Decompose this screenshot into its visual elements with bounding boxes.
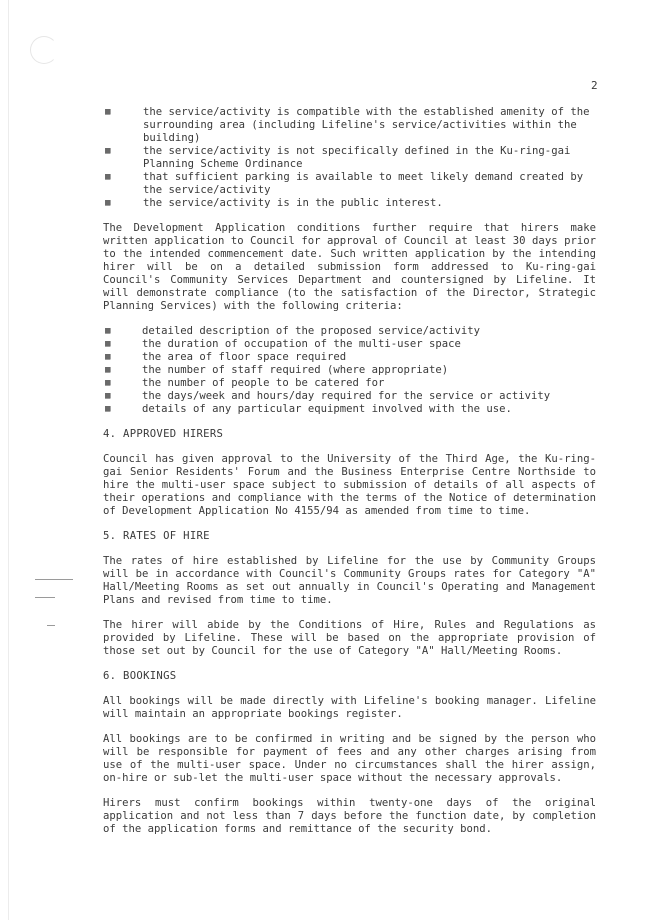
- bullet-icon: ▦: [105, 365, 111, 375]
- list-item: ▦ the duration of occupation of the multi-user space: [105, 338, 461, 350]
- list-item: ▦ the number of people to be catered for: [105, 377, 385, 389]
- list-item: ▦ details of any particular equipment involved with the use.: [105, 403, 512, 415]
- margin-mark: [35, 597, 55, 598]
- bullet-icon: ▦: [105, 378, 111, 388]
- list-item: ▦ that sufficient parking is available to meet likely demand created by the service/activity: [105, 171, 584, 196]
- list-item: ▦ the service/activity is in the public interest.: [105, 197, 443, 209]
- list-item: ▦ the service/activity is not specifically defined in the Ku-ring-gai Planning Scheme Ordinance: [105, 145, 571, 170]
- section-5-paragraph: The rates of hire established by Lifeline for the use by Community Groups will be in accordance with Council's Community Groups rates for Category "A" Hall/Meeting Rooms as set out annually in Council's Operating and Management Plans and revised from time to time.: [103, 555, 596, 606]
- development-paragraph: The Development Application conditions further require that hirers make written application to Council for approval of Council at least 30 days prior to the intended commencement date. Such written application by the intending hirer will be on a detailed submission form addressed to Ku-ring-gai Council's Community Services Department and countersigned by Lifeline. It will demonstrate compliance (to the satisfaction of the Director, Strategic Planning Services) with the following criteria:: [103, 222, 596, 312]
- scan-edge: [8, 0, 9, 920]
- bullet-icon: ▦: [105, 339, 111, 349]
- section-5-heading: 5. RATES OF HIRE: [103, 530, 210, 542]
- section-6-paragraph: Hirers must confirm bookings within twenty-one days of the original application and not less than 7 days before the function date, by completion of the application forms and remittance of the security bond.: [103, 797, 596, 835]
- page-number: 2: [591, 79, 598, 92]
- list-item: ▦ the service/activity is compatible with the established amenity of the surrounding area (including Lifeline's service/activities within the building): [105, 106, 590, 144]
- bullet-icon: ▦: [105, 198, 111, 208]
- margin-mark: [47, 625, 55, 626]
- list-item: ▦ the days/week and hours/day required for the service or activity: [105, 390, 551, 402]
- compliance-list: [103, 106, 596, 210]
- criteria-list: [103, 325, 596, 416]
- section-6-heading: 6. BOOKINGS: [103, 670, 177, 682]
- bullet-icon: ▦: [105, 404, 111, 414]
- bullet-icon: ▦: [105, 352, 111, 362]
- list-item: ▦ the area of floor space required: [105, 351, 347, 363]
- bullet-icon: ▦: [105, 172, 111, 182]
- scan-smudge: [30, 36, 58, 64]
- margin-mark: [35, 579, 73, 580]
- bullet-icon: ▦: [105, 326, 111, 336]
- bullet-icon: ▦: [105, 391, 111, 401]
- section-4-heading: 4. APPROVED HIRERS: [103, 428, 224, 440]
- section-5-paragraph: The hirer will abide by the Conditions of Hire, Rules and Regulations as provided by Lifeline. These will be based on the appropriate provision of those set out by Council for the use of Category "A" Hall/Meeting Rooms.: [103, 619, 596, 657]
- document-body: [103, 106, 596, 846]
- bullet-icon: ▦: [105, 107, 111, 117]
- section-6-paragraph: All bookings will be made directly with Lifeline's booking manager. Lifeline will maintain an appropriate bookings register.: [103, 695, 596, 720]
- list-item: ▦ detailed description of the proposed service/activity: [105, 325, 481, 337]
- list-item: ▦ the number of staff required (where appropriate): [105, 364, 449, 376]
- section-4-paragraph: Council has given approval to the University of the Third Age, the Ku-ring-gai Senior Residents' Forum and the Business Enterprise Centre Northside to hire the multi-user space subject to submission of details of all aspects of their operations and compliance with the terms of the Notice of determination of Development Application No 4155/94 as amended from time to time.: [103, 453, 596, 517]
- bullet-icon: ▦: [105, 146, 111, 156]
- section-6-paragraph: All bookings are to be confirmed in writing and be signed by the person who will be responsible for payment of fees and any other charges arising from use of the multi-user space. Under no circumstances shall the hirer assign, on-hire or sub-let the multi-user space without the necessary approvals.: [103, 733, 596, 784]
